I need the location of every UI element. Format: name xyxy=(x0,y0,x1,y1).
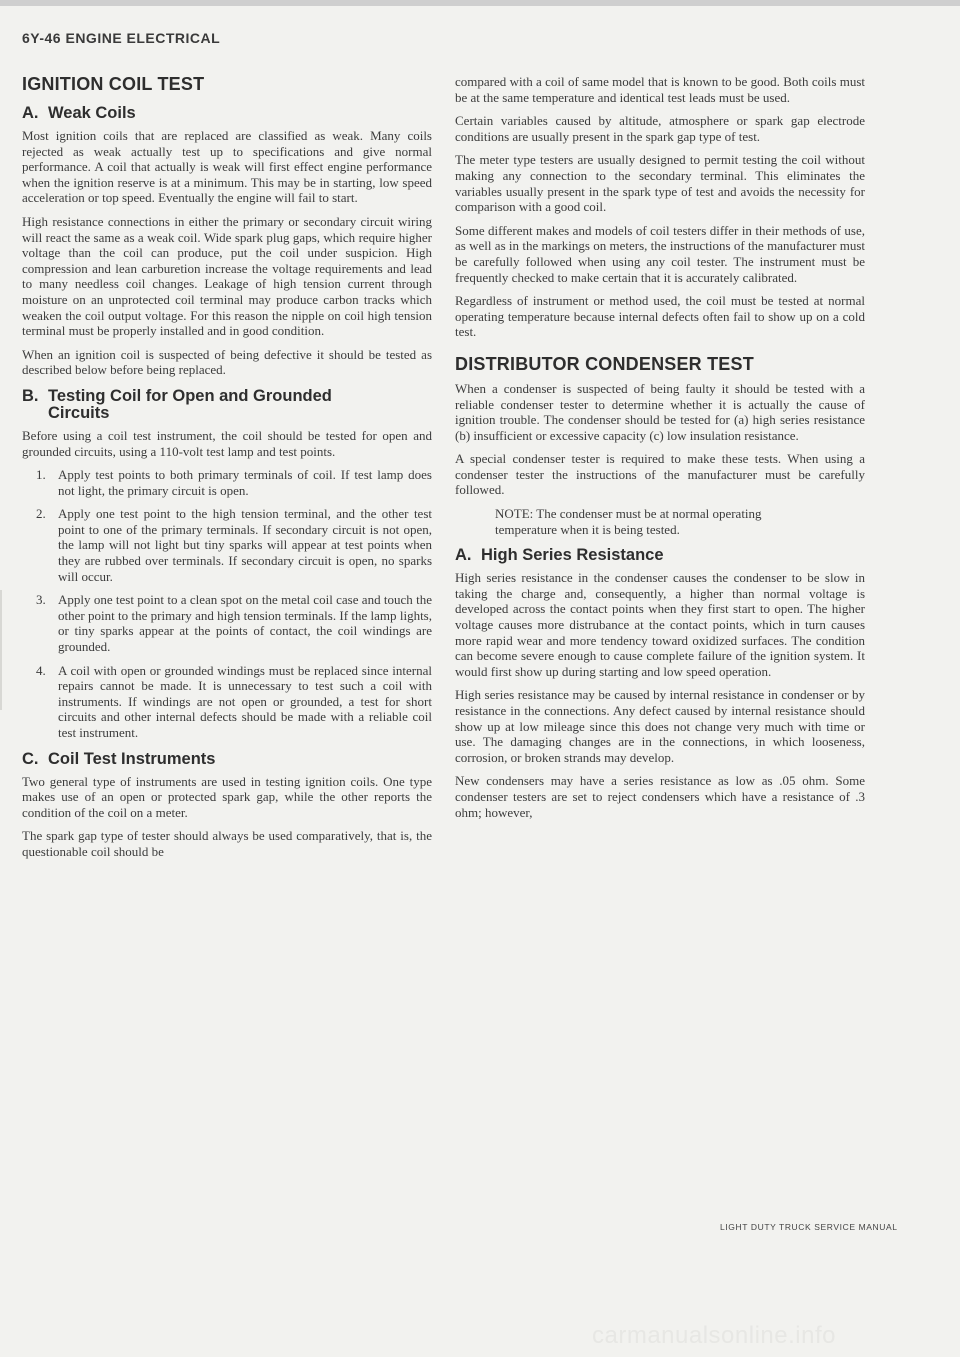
paragraph: High resistance connections in either the primary or secondary circuit wiring will react the same as a weak coil. Wide spark plug gaps, which require higher voltage than the coil can produce, put the coil under suspicion. High compression and lean carburetion increase the voltage requirements and lead to many needless coil changes. Leakage of high tension current through moisture on an unprotected coil terminal may produce carbon tracks which weaken the coil output voltage. For this reason the nipple on coil high tension terminal must be properly installed and in good condition. xyxy=(22,213,432,339)
paragraph: When a condenser is suspected of being faulty it should be tested with a reliable condenser tester to determine whether it is actually the cause of ignition trouble. The condenser should be tested for (a) high series resistance (b) insufficient or excessive capacity (c) low insulation resistance. xyxy=(455,380,865,443)
paragraph: The meter type testers are usually designed to permit testing the coil without making any connection to the secondary terminal. This eliminates the variables usually present in the spark type of test and avoids the necessity for comparison with a good coil. xyxy=(455,152,865,215)
paragraph: Before using a coil test instrument, the coil should be tested for open and grounded circuits, using a 110-volt test lamp and test points. xyxy=(22,427,432,459)
note: NOTE: The condenser must be at normal operating temperature when it is being tested. xyxy=(495,506,762,537)
subsection-heading-coil-test-instruments: C. Coil Test Instruments xyxy=(22,749,216,768)
list-item: 3. Apply one test point to a clean spot on the metal coil case and touch the other point to the primary and high tension terminals. If the lamp lights, or tiny sparks appear at the points of contact, the coil windings are grounded. xyxy=(36,592,432,655)
watermark: carmanualsonline.info xyxy=(592,1322,836,1349)
subsection-heading-high-series-resistance: A. High Series Resistance xyxy=(455,546,664,565)
top-border xyxy=(0,0,960,6)
section-title-distributor-condenser-test: DISTRIBUTOR CONDENSER TEST xyxy=(455,353,754,374)
paragraph: Regardless of instrument or method used, the coil must be tested at normal operating temperature because internal defects often fail to show up on a cold test. xyxy=(455,293,865,340)
paragraph: High series resistance in the condenser causes the condenser to be slow in taking the charge and, consequently, a higher than normal voltage is developed across the contact points when they first start to open. The higher voltage causes more distrubance at the contact points, which in turn causes more rapid wear and more tendency toward oxidized surfaces. The condition can become severe enough to cause complete failure of the ignition system. It would first show up during starting and low speed operation. xyxy=(455,570,865,679)
paragraph: New condensers may have a series resistance as low as .05 ohm. Some condenser testers are set to reject condensers which have a resistance of .3 ohm; however, xyxy=(455,773,865,820)
paragraph: Some different makes and models of coil testers differ in their methods of use, as well as in the markings on meters, the instructions of the manufacturer must be carefully followed when using any coil tester. The instrument must be frequently checked to make certain that it is accurately calibrated. xyxy=(455,222,865,285)
paragraph: compared with a coil of same model that is known to be good. Both coils must be at the same temperature and identical test leads must be used. xyxy=(455,74,865,105)
paragraph: High series resistance may be caused by internal resistance in condenser or by resistance in the connections. Any defect caused by internal resistance should show up at low mileage since this does not change very much with time or use. The damaging changes are in the connections, in which looseness, corrosion, or broken strands may develop. xyxy=(455,687,865,765)
list-item: 4. A coil with open or grounded windings must be replaced since internal repairs cannot be made. It is unnecessary to test such a coil with instruments. If windings are not open or grounded, a test for short circuits and other internal defects should be made with a reliable coil test instrument. xyxy=(36,662,432,740)
paragraph: Two general type of instruments are used in testing ignition coils. One type makes use of an open or protected spark gap, while the other reports the condition of the coil on a meter. xyxy=(22,773,432,820)
subsection-heading-weak-coils: A. Weak Coils xyxy=(22,104,136,122)
paragraph: A special condenser tester is required to make these tests. When using a condenser tester the instructions of the manufacturer must be carefully followed. xyxy=(455,451,865,498)
right-column xyxy=(455,74,865,828)
list-item: 2. Apply one test point to the high tension terminal, and the other test point to one of the primary terminals. If secondary circuit is not open, the lamp will not light but tiny sparks will appear at test points when they are rubbed over terminals. If secondary circuit is open, no sparks will occur. xyxy=(36,506,432,584)
paragraph: Most ignition coils that are replaced are classified as weak. Many coils rejected as weak actually test up to specifications and give normal performance. A coil that actually is weak will first effect engine performance when the ignition reserve is at a minimum. This may be in starting, low speed acceleration or top speed. Eventually the engine will fail to start. xyxy=(22,128,432,206)
subsection-heading-testing-coil: B. Testing Coil for Open and Grounded Circuits xyxy=(22,386,332,422)
paragraph: Certain variables caused by altitude, atmosphere or spark gap electrode conditions are usually present in the spark gap type of test. xyxy=(455,113,865,144)
section-title-ignition-coil-test: IGNITION COIL TEST xyxy=(22,74,205,94)
footer-manual-label: LIGHT DUTY TRUCK SERVICE MANUAL xyxy=(720,1222,898,1232)
scan-edge-mark xyxy=(0,590,2,710)
test-steps-list xyxy=(22,467,432,741)
paragraph: The spark gap type of tester should always be used comparatively, that is, the questionable coil should be xyxy=(22,828,432,859)
list-item: 1. Apply test points to both primary terminals of coil. If test lamp does not light, the primary circuit is open. xyxy=(36,467,432,498)
running-head: 6Y-46 ENGINE ELECTRICAL xyxy=(22,30,221,46)
paragraph: When an ignition coil is suspected of being defective it should be tested as described below before being replaced. xyxy=(22,346,432,378)
left-column xyxy=(22,74,432,868)
